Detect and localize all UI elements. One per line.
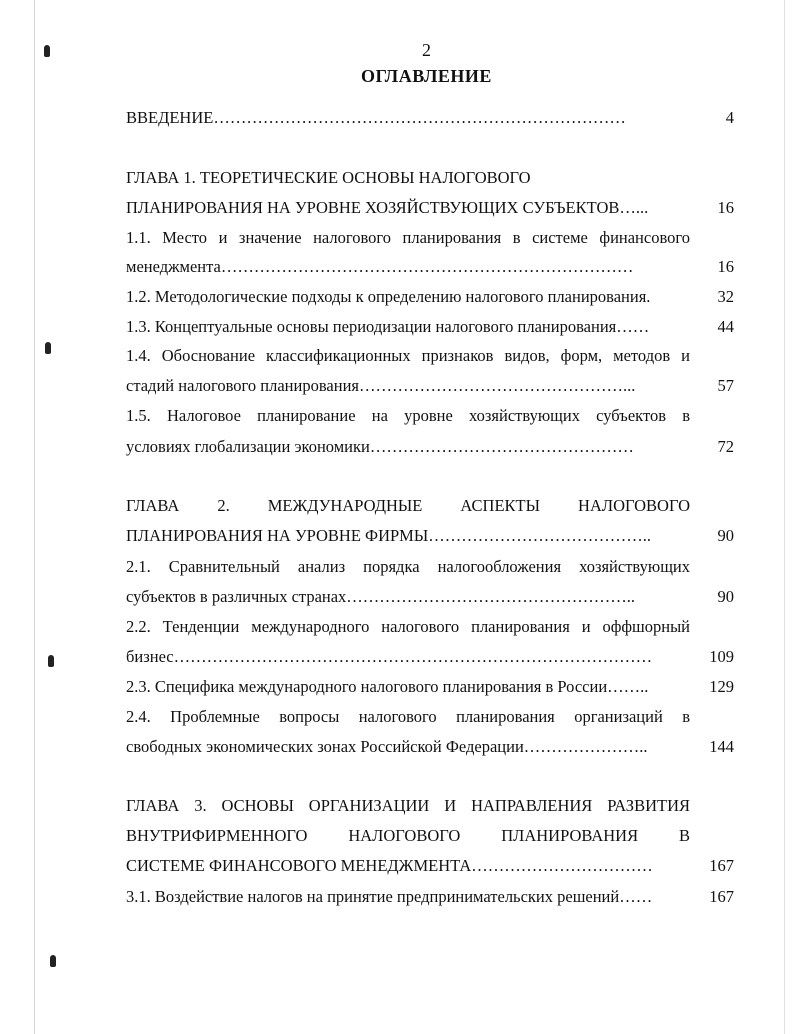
- toc-title: ОГЛАВЛЕНИЕ: [361, 66, 492, 86]
- section-1-5-cont: условиях глобализации экономики…………………………………………: [126, 437, 634, 456]
- right-margin-rule: [784, 0, 785, 1034]
- section-2-1: 2.1. Сравнительный анализ порядка налогообложения хозяйствующих: [126, 557, 690, 576]
- punch-hole-mark: [48, 655, 54, 667]
- section-1-5-page: 72: [717, 437, 734, 456]
- chapter-2-title-cont: ПЛАНИРОВАНИЯ НА УРОВНЕ ФИРМЫ…………………………………..: [126, 526, 651, 545]
- toc-page-intro: 4: [725, 108, 734, 127]
- section-1-2: 1.2. Методологические подходы к определению налогового планирования.: [126, 287, 651, 306]
- section-2-2: 2.2. Тенденции международного налогового планирования и оффшорный: [126, 617, 690, 636]
- section-1-3: 1.3. Концептуальные основы периодизации налогового планирования……: [126, 317, 650, 336]
- section-2-2-cont: бизнес……………………………………………………………………………: [126, 647, 653, 666]
- section-1-1: 1.1. Место и значение налогового планирования в системе финансового: [126, 228, 690, 247]
- section-1-5: 1.5. Налоговое планирование на уровне хозяйствующих субъектов в: [126, 406, 690, 425]
- chapter-2-page: 90: [717, 526, 734, 545]
- punch-hole-mark: [50, 955, 56, 967]
- section-1-4: 1.4. Обоснование классификационных признаков видов, форм, методов и: [126, 346, 690, 365]
- chapter-2-title: ГЛАВА 2. МЕЖДУНАРОДНЫЕ АСПЕКТЫ НАЛОГОВОГО: [126, 496, 690, 515]
- section-3-1: 3.1. Воздействие налогов на принятие предпринимательских решений……: [126, 887, 653, 906]
- section-1-1-cont: менеджмента…………………………………………………………………: [126, 257, 634, 276]
- section-1-4-cont: стадий налогового планирования…………………………………………...: [126, 376, 636, 395]
- punch-hole-mark: [45, 342, 51, 354]
- section-2-1-page: 90: [717, 587, 734, 606]
- section-1-2-page: 32: [717, 287, 734, 306]
- section-2-4-cont: свободных экономических зонах Российской Федерации…………………..: [126, 737, 648, 756]
- section-1-4-page: 57: [717, 376, 734, 395]
- chapter-3-title-cont: ВНУТРИФИРМЕННОГО НАЛОГОВОГО ПЛАНИРОВАНИЯ В: [126, 826, 690, 845]
- toc-entry-intro: ВВЕДЕНИЕ…………………………………………………………………: [126, 108, 626, 127]
- section-2-4-page: 144: [709, 737, 734, 756]
- section-2-3-page: 129: [709, 677, 734, 696]
- chapter-3-title-cont2: СИСТЕМЕ ФИНАНСОВОГО МЕНЕДЖМЕНТА……………………………: [126, 856, 653, 875]
- chapter-3-page: 167: [709, 856, 734, 875]
- section-1-1-page: 16: [717, 257, 734, 276]
- section-2-4: 2.4. Проблемные вопросы налогового планирования организаций в: [126, 707, 690, 726]
- section-2-2-page: 109: [709, 647, 734, 666]
- section-1-3-page: 44: [717, 317, 734, 336]
- chapter-1-title-cont: ПЛАНИРОВАНИЯ НА УРОВНЕ ХОЗЯЙСТВУЮЩИХ СУБЪЕКТОВ…...: [126, 198, 649, 217]
- left-margin-rule: [34, 0, 35, 1034]
- chapter-1-page: 16: [717, 198, 734, 217]
- page-number: 2: [422, 40, 431, 60]
- chapter-1-title: ГЛАВА 1. ТЕОРЕТИЧЕСКИЕ ОСНОВЫ НАЛОГОВОГО: [126, 168, 531, 187]
- section-3-1-page: 167: [709, 887, 734, 906]
- section-2-3: 2.3. Специфика международного налогового планирования в России……..: [126, 677, 649, 696]
- chapter-3-title: ГЛАВА 3. ОСНОВЫ ОРГАНИЗАЦИИ И НАПРАВЛЕНИЯ РАЗВИТИЯ: [126, 796, 690, 815]
- section-2-1-cont: субъектов в различных странах……………………………………………..: [126, 587, 636, 606]
